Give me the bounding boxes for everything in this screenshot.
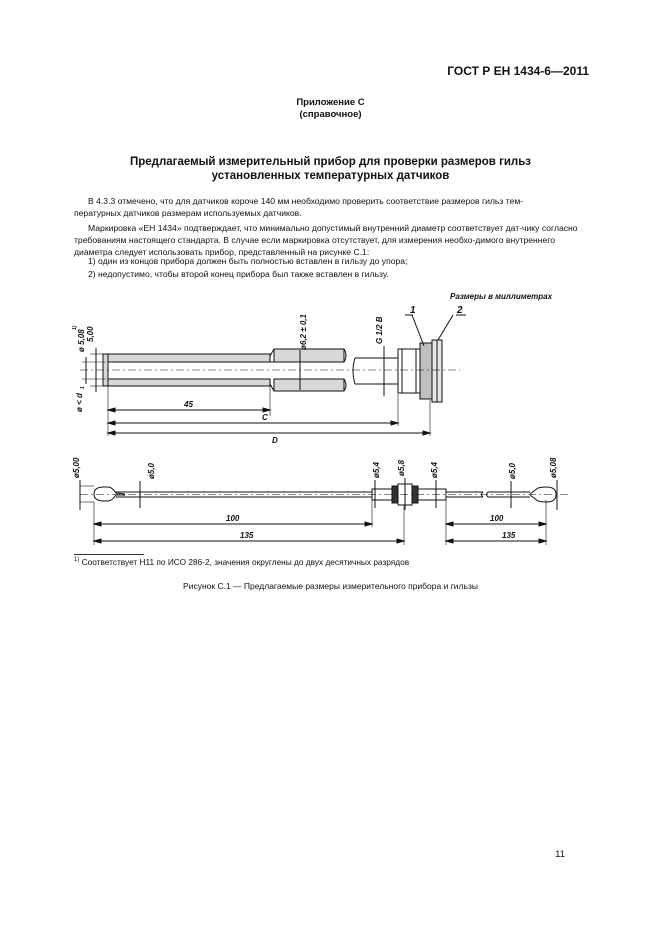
paragraph-1-line-1: В 4.3.3 отмечено, что для датчиков короче 140 мм необходимо проверить соответствие размеров гильз тем- (88, 196, 524, 206)
label-len-135-right: 135 (502, 531, 516, 540)
title-line-2: установленных температурных датчиков (211, 170, 450, 182)
well-wall-top-right (274, 349, 344, 362)
paragraph-1 (74, 195, 584, 219)
annex-title: Приложение С (296, 97, 365, 108)
page-title (0, 155, 661, 183)
paragraph-2: Маркировка «ЕН 1434» подтверждает, что минимально допустимый внутренний диаметр соответствует дат-чику согласно требованиям настоящего стандарта. В случае если маркировка отсутствует, для измерения необхо-димого внутреннего диаметра следует использовать прибор, представленный на рисунке С.1: (74, 223, 578, 257)
label-tool-d5-08: ø5,08 (549, 457, 558, 478)
paragraph-1-line-2: пературных датчиков размерам используемых датчиков. (74, 208, 302, 218)
label-dim-d1-sub: 1 (80, 386, 86, 389)
tool-head-left (94, 487, 125, 494)
thread-fitting (398, 349, 420, 393)
callout-2: 2 (457, 305, 463, 316)
label-dim-5-08-sup: 1) (72, 325, 78, 330)
label-tool-d5-4-b: ø5,4 (430, 461, 439, 478)
figure-caption: Рисунок С.1 — Предлагаемые размеры измерительного прибора и гильзы (183, 581, 478, 591)
label-len-100-right: 100 (490, 514, 504, 523)
hex-nut (420, 343, 432, 399)
list-item-1: 1) один из концов прибора должен быть полностью вставлен в гильзу до упора; (88, 256, 408, 266)
annex-heading (0, 97, 661, 121)
footnote-divider (74, 554, 144, 555)
footnote-text: Соответствует H11 по ИСО 286-2, значения округлены до двух десятичных разрядов (79, 557, 410, 567)
footnote (74, 557, 409, 567)
well-wall-bottom-right (274, 379, 344, 391)
page-number: 11 (555, 849, 565, 860)
footnote-marker: 1) (74, 557, 80, 564)
units-note: Размеры в миллиметрах (450, 292, 553, 301)
annex-subtitle: (справочное) (299, 109, 362, 120)
label-tool-d5-0-right: ø5,0 (508, 462, 517, 479)
label-dim-6-2: ø6,2 ± 0,1 (299, 314, 308, 350)
well-wall-bottom-left (107, 379, 270, 386)
label-thread: G 1/2 B (375, 316, 384, 344)
label-len-100-left: 100 (226, 514, 240, 523)
label-tool-d5-00: ø5,00 (72, 457, 81, 478)
label-d: D (272, 436, 278, 445)
document-header: ГОСТ Р ЕН 1434-6—2011 (447, 64, 589, 78)
callout-1: 1 (410, 305, 416, 316)
label-c: C (262, 413, 268, 422)
label-len-135-left: 135 (240, 531, 254, 540)
label-tool-d5-0-left: ø5,0 (147, 462, 156, 479)
label-dim-5-08: ø 5,08 (77, 329, 86, 352)
list-item-2: 2) недопустимо, чтобы второй конец прибора был также вставлен в гильзу. (88, 269, 389, 279)
label-tool-d5-4-a: ø5,4 (372, 461, 381, 478)
tool-head-right (530, 487, 556, 494)
label-45: 45 (184, 400, 193, 409)
well-wall-top-left (107, 354, 270, 362)
technical-drawing (0, 290, 661, 550)
label-dim-5-00: 5,00 (86, 326, 95, 342)
title-line-1: Предлагаемый измерительный прибор для проверки размеров гильз (129, 156, 532, 168)
label-dim-d1: ø < d (75, 393, 84, 412)
label-tool-d5-8: ø5,8 (397, 459, 406, 476)
